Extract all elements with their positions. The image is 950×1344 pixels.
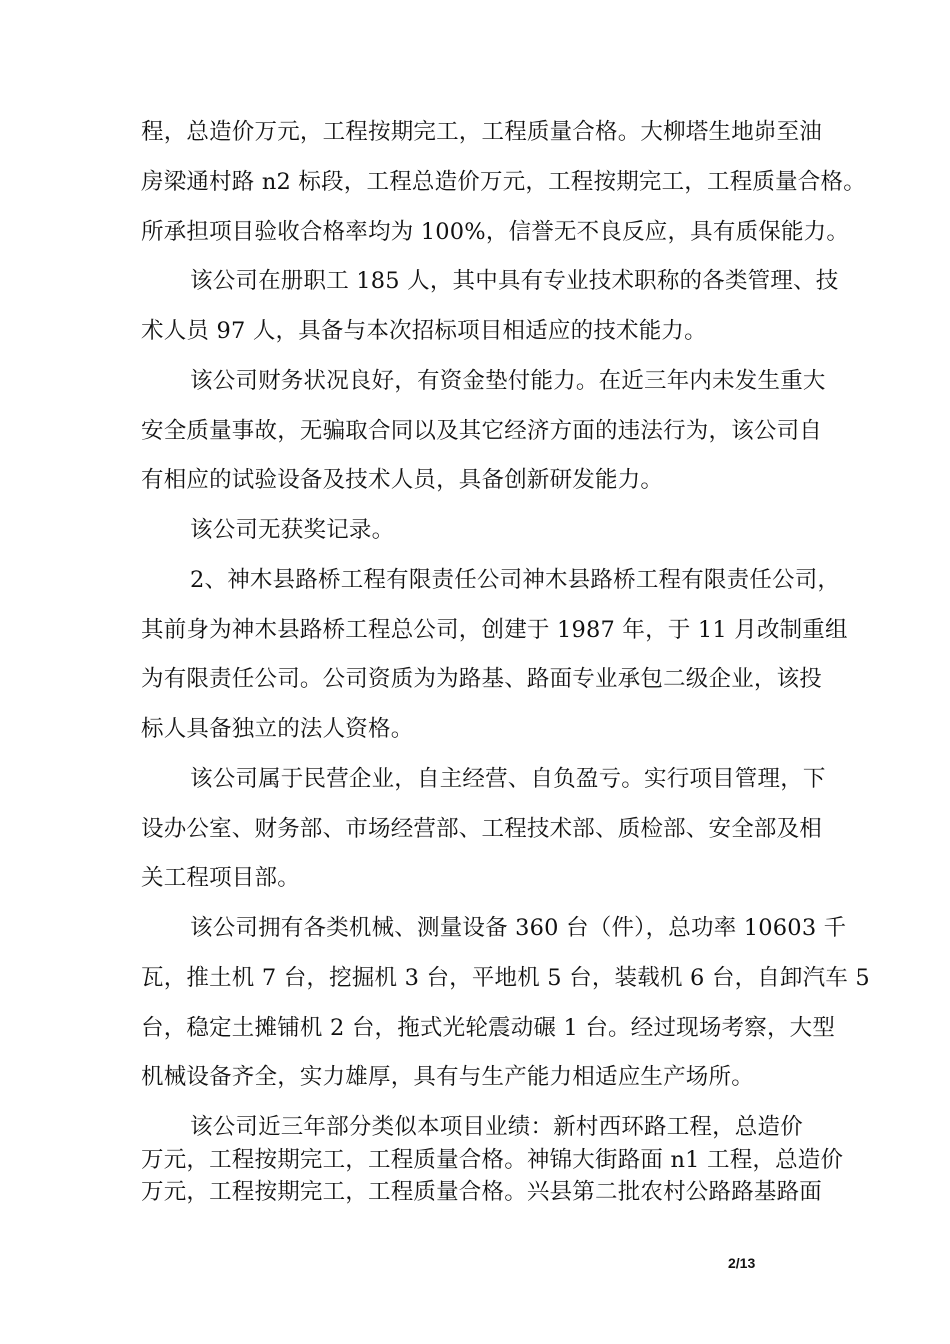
paragraph-start-line: 该公司近三年部分类似本项目业绩：新村西环路工程，总造价 <box>190 1114 803 1140</box>
paragraph-start-line: 该公司在册职工 185 人，其中具有专业技术职称的各类管理、技 <box>190 268 839 294</box>
text-line: 瓦，推土机 7 台，挖掘机 3 台，平地机 5 台，装载机 6 台，自卸汽车 5 <box>141 965 870 991</box>
text-line: 设办公室、财务部、市场经营部、工程技术部、质检部、安全部及相 <box>141 816 823 842</box>
text-line: 有相应的试验设备及技术人员，具备创新研发能力。 <box>141 467 664 493</box>
text-line: 安全质量事故，无骗取合同以及其它经济方面的违法行为，该公司自 <box>141 418 823 444</box>
paragraph-start-line: 2、神木县路桥工程有限责任公司神木县路桥工程有限责任公司， <box>190 567 841 593</box>
text-line: 其前身为神木县路桥工程总公司，创建于 1987 年，于 11 月改制重组 <box>141 617 848 643</box>
text-line: 程，总造价万元，工程按期完工，工程质量合格。大柳塔生地峁至油 <box>141 119 823 145</box>
paragraph-start-line: 该公司属于民营企业，自主经营、自负盈亏。实行项目管理，下 <box>190 766 826 792</box>
paragraph-start-line: 该公司无获奖记录。 <box>190 517 395 543</box>
text-line: 所承担项目验收合格率均为 100%，信誉无不良反应，具有质保能力。 <box>141 219 850 245</box>
text-line: 为有限责任公司。公司资质为为路基、路面专业承包二级企业，该投 <box>141 666 823 692</box>
text-line: 万元，工程按期完工，工程质量合格。神锦大街路面 n1 工程，总造价 <box>141 1147 844 1173</box>
page-number: 2/13 <box>728 1255 756 1271</box>
text-line: 关工程项目部。 <box>141 865 300 891</box>
paragraph-start-line: 该公司拥有各类机械、测量设备 360 台（件），总功率 10603 千 <box>190 915 847 941</box>
paragraph-start-line: 该公司财务状况良好，有资金垫付能力。在近三年内未发生重大 <box>190 368 826 394</box>
text-line: 术人员 97 人，具备与本次招标项目相适应的技术能力。 <box>141 318 707 344</box>
text-line: 标人具备独立的法人资格。 <box>141 716 414 742</box>
text-line: 机械设备齐全，实力雄厚，具有与生产能力相适应生产场所。 <box>141 1064 754 1090</box>
text-line: 万元，工程按期完工，工程质量合格。兴县第二批农村公路路基路面 <box>141 1179 823 1205</box>
text-line: 台，稳定土摊铺机 2 台，拖式光轮震动碾 1 台。经过现场考察，大型 <box>141 1015 836 1041</box>
text-line: 房梁通村路 n2 标段，工程总造价万元，工程按期完工，工程质量合格。 <box>141 169 866 195</box>
